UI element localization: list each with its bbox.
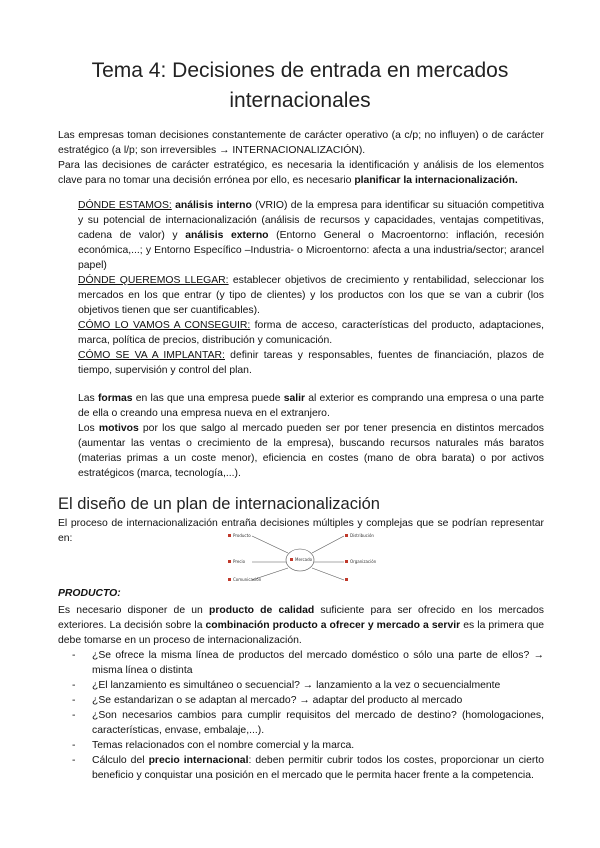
producto-questions-list <box>58 648 544 783</box>
step-donde-estamos <box>78 198 544 273</box>
formas-text: al exterior es comprando una empresa o una parte de ella o creando una empresa nueva en el extranjero. <box>78 393 544 419</box>
step-text: (VRIO) de la empresa para identificar su situación competitiva y su potencial de internacionalización (análisis de recursos y capacidades, ventajas competitivas, cadena de valor) y <box>78 200 544 241</box>
producto-text: es la primera que debe tomarse en un proceso de internacionalización. <box>58 620 545 646</box>
diagram-connector <box>312 568 344 580</box>
diagram-node-marker <box>228 560 231 563</box>
step-text: definir tareas y responsables, fuentes de financiación, plazos de tiempo, supervisión y control del plan. <box>78 350 544 376</box>
list-item-text: : deben permitir cubrir todos los costes, proporcionar un cierto beneficio y conquistar una posición en el mercado que le permita hacer frente a la competencia. <box>92 755 544 781</box>
diagram-connector <box>252 536 288 553</box>
intro-p2-bold: planificar la internacionalización. <box>354 175 518 186</box>
dash-bullet: - <box>72 710 76 721</box>
diagram-node-marker <box>290 558 293 561</box>
diagram-node-marker <box>228 534 231 537</box>
step-text: establecer objetivos de crecimiento y rentabilidad, seleccionar los mercados en los que entrar (y tipo de clientes) y los productos con los que se van a cubrir (los objetivos tienen que ser cuantificables). <box>78 275 545 316</box>
combinacion-bold: combinación producto a ofrecer y mercado a servir <box>205 620 461 631</box>
step-text: forma de acceso, características del producto, adaptaciones, marca, política de precios, distribución y comunicación. <box>78 320 544 346</box>
diagram-label: Distribución <box>350 533 374 538</box>
step-donde-llegar <box>78 273 544 318</box>
salir-bold: salir <box>283 393 306 404</box>
step-label-donde-llegar: DÓNDE QUEREMOS LLEGAR: <box>78 275 229 286</box>
analisis-externo-bold: análisis externo <box>185 230 269 241</box>
diagram-label: Comunicación <box>233 577 262 582</box>
analisis-interno-bold: análisis interno <box>175 200 252 211</box>
list-item <box>58 753 544 783</box>
precio-internacional-bold: precio internacional <box>148 755 249 766</box>
intro-p2-text: Para las decisiones de carácter estratégico, es necesaria la identificación y análisis de los elementos clave para no tomar una decisión errónea por ello, es necesario <box>58 160 544 186</box>
diagram-label: Producto <box>233 533 251 538</box>
step-label-donde-estamos: DÓNDE ESTAMOS: <box>78 200 172 211</box>
dash-bullet: - <box>72 680 76 691</box>
step-como-conseguir <box>78 318 544 348</box>
producto-text: Es necesario disponer de un <box>58 605 209 616</box>
diagram-node-marker <box>345 534 348 537</box>
step-text: (Entorno General o Macroentorno: inflación, recesión económica,...; y Entorno Específico –Industria- o Microentorno: afecta a una industria/sector; arancel papel) <box>78 230 545 271</box>
motivos-bold: motivos <box>98 423 139 434</box>
formas-paragraph <box>78 391 544 421</box>
step-label-como-conseguir: CÓMO LO VAMOS A CONSEGUIR: <box>78 320 251 331</box>
dash-bullet: - <box>72 695 76 706</box>
diagram-label: Organización <box>350 559 377 564</box>
diagram-node-marker <box>345 578 348 581</box>
diagram-connector <box>312 536 344 553</box>
list-item <box>58 693 544 708</box>
list-item <box>58 678 544 693</box>
list-item-text: ¿El lanzamiento es simultáneo o secuencial? → lanzamiento a la vez o secuencialmente <box>92 680 501 691</box>
diagram-label: Precio <box>233 559 246 564</box>
step-como-implantar <box>78 348 544 378</box>
section-intro: El proceso de internacionalización entraña decisiones múltiples y complejas que se podrían representar en: <box>58 518 544 544</box>
formas-bold: formas <box>97 393 133 404</box>
motivos-paragraph <box>78 421 544 481</box>
list-item-text: ¿Son necesarios cambios para cumplir requisitos del mercado de destino? (homologaciones, características, envase, embalaje,...). <box>92 710 544 736</box>
motivos-text: por los que salgo al mercado pueden ser por tener presencia en distintos mercados (aumentar las ventas o crecimiento de la empresa), buscando recursos naturales más baratos (materias primas a un coste menor), eficiencia en costes (mano de obra barata) o por activos estratégicos (marca, tecnología,...). <box>78 423 544 479</box>
formas-text: en las que una empresa puede <box>132 393 284 404</box>
intro-paragraph-2 <box>58 158 544 188</box>
step-label-como-implantar: CÓMO SE VA A IMPLANTAR: <box>78 350 225 361</box>
producto-heading: PRODUCTO: <box>58 588 121 599</box>
motivos-text: Los <box>78 423 99 434</box>
list-item <box>58 738 544 753</box>
dash-bullet: - <box>72 650 76 661</box>
intro-paragraph-1: Las empresas toman decisiones constantemente de carácter operativo (a c/p; no influyen) o de carácter estratégico (a l/p; son irreversibles → INTERNACIONALIZACIÓN). <box>58 130 544 156</box>
producto-text: suficiente para ser ofrecido en los mercados exteriores. La decisión sobre la <box>58 605 544 631</box>
diagram-node-marker <box>228 578 231 581</box>
list-item-text: Cálculo del <box>92 755 149 766</box>
list-item-text: ¿Se ofrece la misma línea de productos del mercado doméstico o sólo una parte de ellos? → misma línea o distinta <box>92 650 544 676</box>
page-title: Tema 4: Decisiones de entrada en mercados internacionales <box>91 59 509 112</box>
producto-bold: producto de calidad <box>208 605 315 616</box>
producto-paragraph <box>58 603 544 648</box>
list-item <box>58 708 544 738</box>
list-item-text: Temas relacionados con el nombre comercial y la marca. <box>92 740 355 751</box>
internationalization-diagram <box>218 528 378 590</box>
diagram-label: Mercado <box>295 557 313 562</box>
dash-bullet: - <box>72 755 76 766</box>
section-heading: El diseño de un plan de internacionalización <box>58 495 380 513</box>
diagram-node-marker <box>345 560 348 563</box>
list-item <box>58 648 544 678</box>
formas-text: Las <box>78 393 98 404</box>
list-item-text: ¿Se estandarizan o se adaptan al mercado? → adaptar del producto al mercado <box>92 695 463 706</box>
dash-bullet: - <box>72 740 76 751</box>
